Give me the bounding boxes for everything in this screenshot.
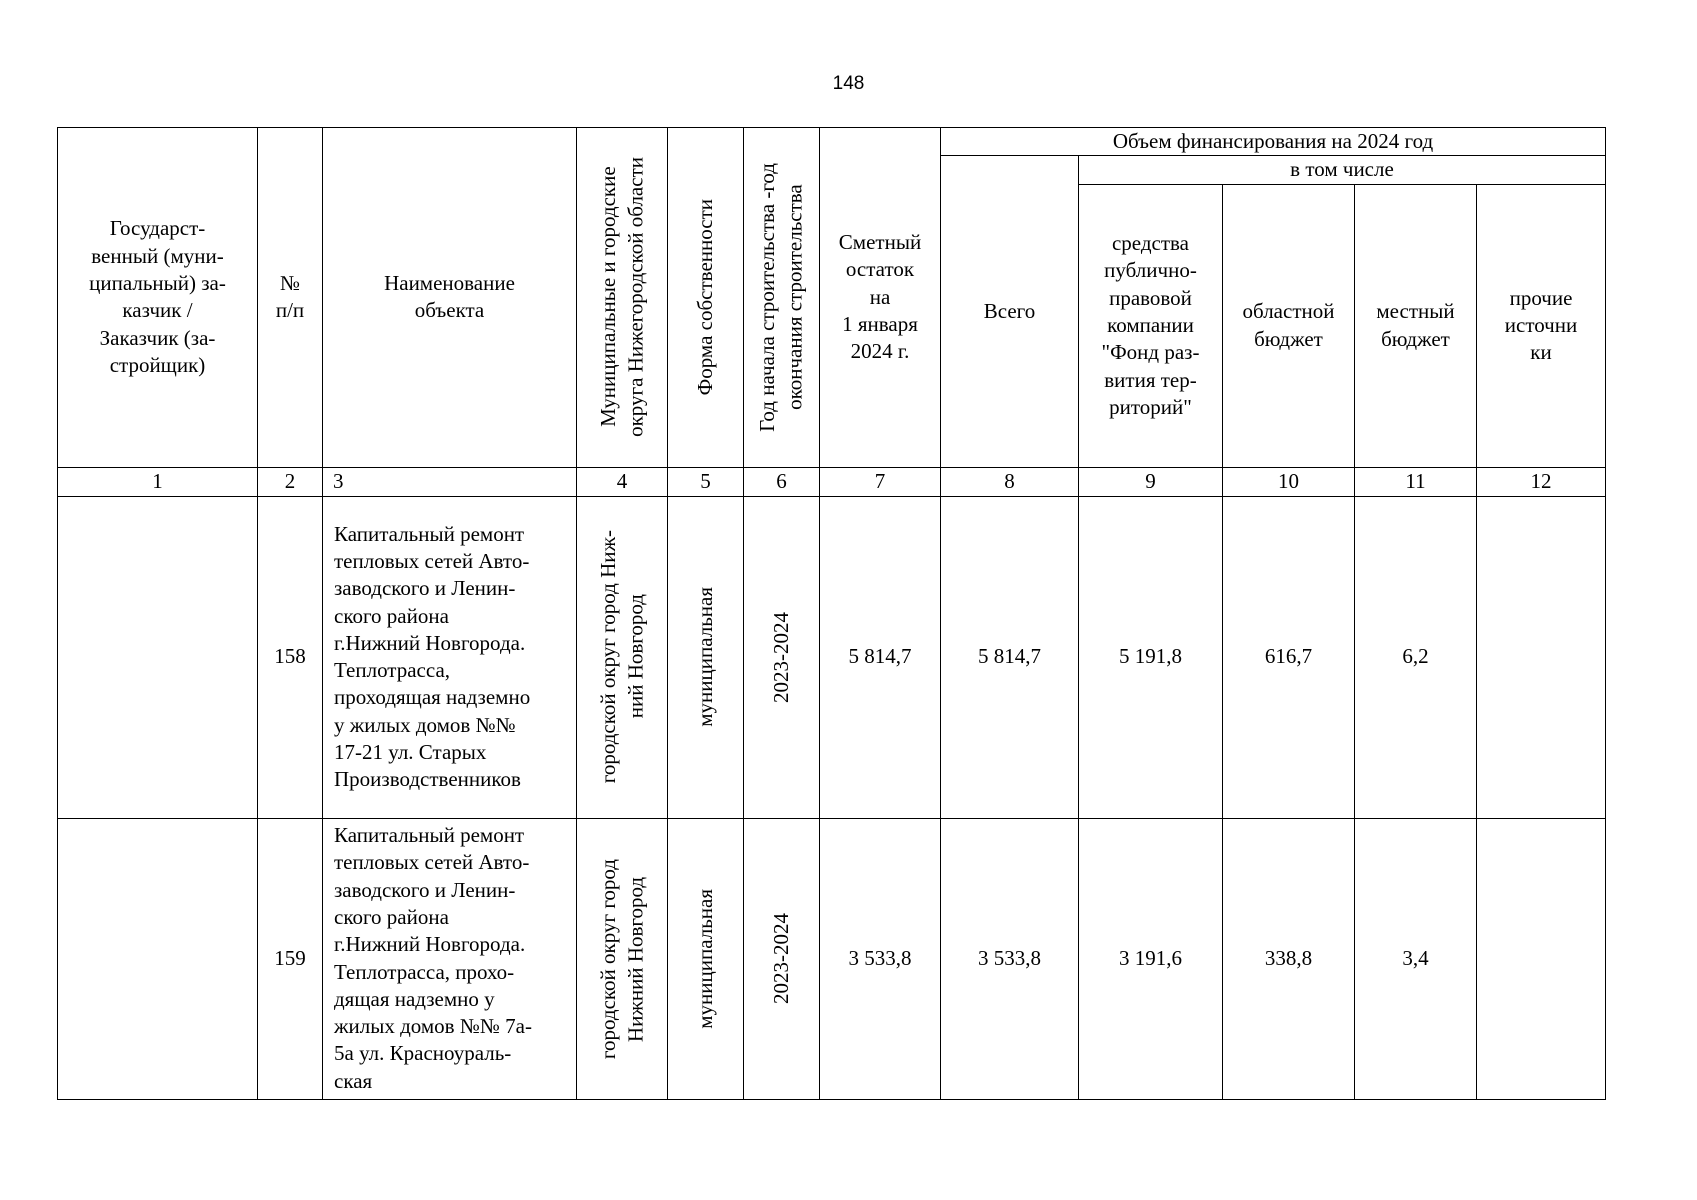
table-row [58, 496, 1606, 818]
cell-fund: 5 191,8 [1079, 496, 1223, 818]
column-number: 7 [820, 467, 941, 496]
header-customer: Государст- венный (муни- ципальный) за- казчик / Заказчик (за- стройщик) [58, 128, 258, 468]
cell-total: 3 533,8 [941, 818, 1079, 1099]
header-local: местный бюджет [1355, 184, 1477, 467]
cell-years-text: 2023-2024 [768, 913, 793, 1005]
table-row [58, 818, 1606, 1099]
column-number: 3 [323, 467, 577, 496]
header-including: в том числе [1079, 156, 1606, 184]
column-number-row [58, 467, 1606, 496]
cell-local: 3,4 [1355, 818, 1477, 1099]
header-object-name: Наименование объекта [323, 128, 577, 468]
header-financing-group: Объем финансирования на 2024 год [941, 128, 1606, 156]
cell-estimate-balance: 3 533,8 [820, 818, 941, 1099]
cell-object-name: Капитальный ремонт тепловых сетей Авто- заводского и Ленин- ского района г.Нижний Новгорода. Теплотрасса, проходящая надземно у жилых домов №№ 17-21 ул. Старых Производственников [323, 496, 577, 818]
cell-ownership [668, 496, 744, 818]
cell-ownership-text: муниципальная [692, 587, 717, 727]
header-total: Всего [941, 156, 1079, 467]
header-regional: областной бюджет [1223, 184, 1355, 467]
cell-years [744, 818, 820, 1099]
cell-index: 158 [258, 496, 323, 818]
header-estimate-balance: Сметный остаток на 1 января 2024 г. [820, 128, 941, 468]
cell-ownership [668, 818, 744, 1099]
header-years: Год начала строительства -год окончания строительства [755, 162, 807, 432]
cell-customer [58, 496, 258, 818]
cell-other [1477, 496, 1606, 818]
header-fund: средства публично- правовой компании "Фонд раз- вития тер- риторий" [1079, 184, 1223, 467]
financing-table [57, 127, 1606, 1100]
cell-years-text: 2023-2024 [768, 611, 793, 703]
column-number: 5 [668, 467, 744, 496]
cell-total: 5 814,7 [941, 496, 1079, 818]
column-number: 9 [1079, 467, 1223, 496]
column-number: 1 [58, 467, 258, 496]
cell-years [744, 496, 820, 818]
cell-municipality-text: городской округ город Ниж- ний Новгород [595, 530, 647, 784]
cell-local: 6,2 [1355, 496, 1477, 818]
column-number: 2 [258, 467, 323, 496]
cell-index: 159 [258, 818, 323, 1099]
cell-regional: 616,7 [1223, 496, 1355, 818]
header-index: № п/п [258, 128, 323, 468]
cell-ownership-text: муниципальная [692, 888, 717, 1029]
header-years-cell [744, 128, 820, 468]
cell-estimate-balance: 5 814,7 [820, 496, 941, 818]
column-number: 6 [744, 467, 820, 496]
header-other: прочие источни ки [1477, 184, 1606, 467]
column-number: 12 [1477, 467, 1606, 496]
cell-municipality [577, 496, 668, 818]
header-ownership-cell [668, 128, 744, 468]
column-number: 8 [941, 467, 1079, 496]
cell-other [1477, 818, 1606, 1099]
cell-customer [58, 818, 258, 1099]
cell-object-name: Капитальный ремонт тепловых сетей Авто- заводского и Ленин- ского района г.Нижний Новгорода. Теплотрасса, прохо- дящая надземно у жилых домов №№ 7а- 5а ул. Красноураль- ская [323, 818, 577, 1099]
header-ownership: Форма собственности [692, 199, 717, 396]
cell-municipality [577, 818, 668, 1099]
column-number: 4 [577, 467, 668, 496]
cell-fund: 3 191,6 [1079, 818, 1223, 1099]
header-municipality: Муниципальные и городские округа Нижегородской области [595, 157, 647, 438]
column-number: 10 [1223, 467, 1355, 496]
page-number: 148 [832, 73, 865, 94]
column-number: 11 [1355, 467, 1477, 496]
header-municipality-cell [577, 128, 668, 468]
cell-regional: 338,8 [1223, 818, 1355, 1099]
cell-municipality-text: городской округ город Нижний Новгород [595, 858, 647, 1059]
